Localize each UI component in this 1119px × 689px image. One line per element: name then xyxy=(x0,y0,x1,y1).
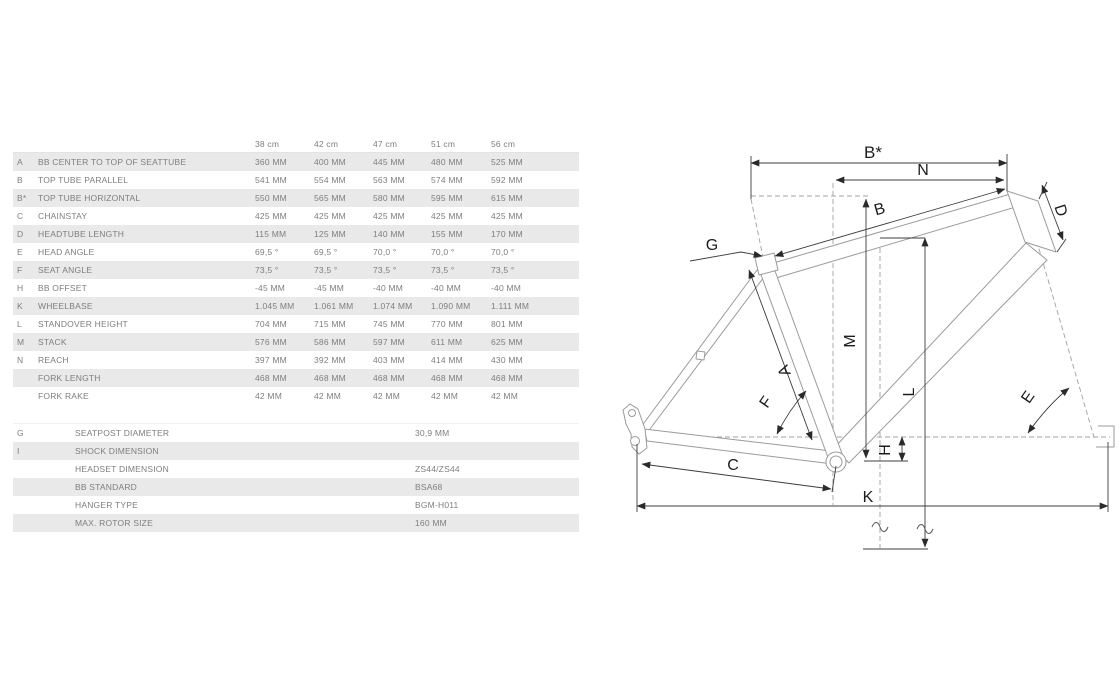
row-value-cell: 140 MM xyxy=(373,229,405,239)
row-value-cell: 1.111 MM xyxy=(491,301,530,311)
table-row xyxy=(13,153,579,172)
size-header: 51 cm xyxy=(431,137,491,153)
row-label-cell: SEAT ANGLE xyxy=(38,265,93,275)
row-key-cell: K xyxy=(17,301,23,311)
row-value-cell: 615 MM xyxy=(491,193,523,203)
row-value-cell: 160 MM xyxy=(415,518,447,528)
row-label-cell: HANGER TYPE xyxy=(75,500,138,510)
row-value-cell: 42 MM xyxy=(373,391,400,401)
row-value-cell: 42 MM xyxy=(255,391,282,401)
row-value-cell: 155 MM xyxy=(431,229,463,239)
table-row xyxy=(13,171,579,189)
row-label-cell: STACK xyxy=(38,337,67,347)
label-reach: N xyxy=(917,162,929,179)
row-value-cell: 73,5 ° xyxy=(431,265,455,275)
row-value-cell: -40 MM xyxy=(491,283,522,293)
row-value-cell: 397 MM xyxy=(255,355,287,365)
label-head-angle: E xyxy=(1018,388,1039,407)
row-value-cell: 586 MM xyxy=(314,337,346,347)
row-label-cell: BB CENTER TO TOP OF SEATTUBE xyxy=(38,157,187,167)
row-label-cell: MAX. ROTOR SIZE xyxy=(75,518,153,528)
table-row xyxy=(13,315,579,333)
bike-geometry-diagram xyxy=(600,128,1119,560)
label-standover-height: L xyxy=(901,387,918,397)
row-label-cell: WHEELBASE xyxy=(38,301,93,311)
row-value-cell: 1.074 MM xyxy=(373,301,413,311)
row-label-cell: REACH xyxy=(38,355,69,365)
label-top-tube-horizontal: B* xyxy=(864,143,882,162)
table-row xyxy=(13,424,579,443)
row-value-cell: 611 MM xyxy=(431,337,463,347)
row-label-cell: SEATPOST DIAMETER xyxy=(75,428,170,438)
row-value-cell: BGM-H011 xyxy=(415,500,459,510)
row-key-cell: G xyxy=(17,428,24,438)
size-header-spacer xyxy=(13,137,255,153)
row-value-cell: 430 MM xyxy=(491,355,523,365)
row-value-cell: 554 MM xyxy=(314,175,346,185)
row-key-cell: F xyxy=(17,265,23,275)
table-row xyxy=(13,333,579,351)
table-row xyxy=(13,279,579,297)
row-value-cell: 580 MM xyxy=(373,193,405,203)
row-value-cell: 70,0 ° xyxy=(431,247,455,257)
row-label-cell: TOP TUBE PARALLEL xyxy=(38,175,129,185)
table-row xyxy=(13,261,579,279)
size-header: 38 cm xyxy=(255,137,314,153)
row-label-cell: BB STANDARD xyxy=(75,482,138,492)
row-value-cell: 42 MM xyxy=(314,391,341,401)
row-value-cell: 745 MM xyxy=(373,319,405,329)
row-key-cell: A xyxy=(17,157,23,167)
row-value-cell: 525 MM xyxy=(491,157,523,167)
row-value-cell: 360 MM xyxy=(255,157,287,167)
row-label-cell: FORK LENGTH xyxy=(38,373,101,383)
row-value-cell: 425 MM xyxy=(314,211,346,221)
row-value-cell: 73,5 ° xyxy=(373,265,397,275)
row-value-cell: -40 MM xyxy=(431,283,462,293)
row-value-cell: -40 MM xyxy=(373,283,404,293)
table-row xyxy=(13,514,579,532)
table-row xyxy=(13,478,579,496)
size-header: 42 cm xyxy=(314,137,373,153)
row-value-cell: 563 MM xyxy=(373,175,405,185)
row-value-cell: 73,5 ° xyxy=(491,265,515,275)
label-wheelbase: K xyxy=(862,489,874,506)
row-value-cell: 468 MM xyxy=(491,373,523,383)
row-value-cell: 70,0 ° xyxy=(373,247,397,257)
row-key-cell xyxy=(13,478,75,496)
row-value-cell: 425 MM xyxy=(431,211,463,221)
spec-table-section xyxy=(13,423,579,532)
row-value-cell: 468 MM xyxy=(314,373,346,383)
spec-table xyxy=(13,423,579,532)
row-value-cell: 403 MM xyxy=(373,355,405,365)
row-value-cell: 445 MM xyxy=(373,157,405,167)
row-key-cell: H xyxy=(17,283,24,293)
row-value-cell: 392 MM xyxy=(314,355,346,365)
table-row xyxy=(13,496,579,514)
table-row xyxy=(13,207,579,225)
row-value-cell: ZS44/ZS44 xyxy=(415,464,460,474)
row-label-cell: HEADSET DIMENSION xyxy=(75,464,169,474)
row-key-cell: N xyxy=(17,355,24,365)
row-key-cell: B xyxy=(17,175,23,185)
row-value-cell: 1.090 MM xyxy=(431,301,471,311)
row-value-cell: 550 MM xyxy=(255,193,287,203)
row-value-cell: 170 MM xyxy=(491,229,523,239)
table-row xyxy=(13,460,579,478)
row-value-cell: 801 MM xyxy=(491,319,523,329)
frame-outline xyxy=(623,191,1114,472)
row-label-cell: HEADTUBE LENGTH xyxy=(38,229,125,239)
row-value-cell: 73,5 ° xyxy=(255,265,279,275)
row-label-cell: HEAD ANGLE xyxy=(38,247,95,257)
spec-table-body xyxy=(13,424,579,533)
row-value-cell: 73,5 ° xyxy=(314,265,338,275)
geometry-table xyxy=(13,137,579,405)
table-row xyxy=(13,442,579,460)
label-top-tube-parallel: B xyxy=(872,200,888,220)
row-value-cell: 468 MM xyxy=(373,373,405,383)
table-row xyxy=(13,243,579,261)
row-value-cell: 425 MM xyxy=(373,211,405,221)
row-value-cell: 400 MM xyxy=(314,157,346,167)
table-row xyxy=(13,351,579,369)
row-value-cell xyxy=(415,442,579,460)
row-key-cell: D xyxy=(17,229,24,239)
row-label-cell: STANDOVER HEIGHT xyxy=(38,319,128,329)
row-value-cell: 70,0 ° xyxy=(491,247,515,257)
table-row xyxy=(13,189,579,207)
table-row xyxy=(13,297,579,315)
row-value-cell: 42 MM xyxy=(491,391,518,401)
row-key-cell: B* xyxy=(17,193,27,203)
size-header: 56 cm xyxy=(491,137,579,153)
row-label-cell: BB OFFSET xyxy=(38,283,88,293)
label-seattube-length: A xyxy=(774,362,795,379)
row-key-cell xyxy=(13,369,38,387)
row-value-cell: 480 MM xyxy=(431,157,463,167)
row-label-cell: SHOCK DIMENSION xyxy=(75,446,159,456)
row-value-cell: 69,5 ° xyxy=(314,247,338,257)
label-bb-offset: H xyxy=(877,444,894,456)
row-value-cell: 592 MM xyxy=(491,175,523,185)
row-key-cell xyxy=(13,496,75,514)
row-label-cell: FORK RAKE xyxy=(38,391,89,401)
row-value-cell: 425 MM xyxy=(491,211,523,221)
row-value-cell: 574 MM xyxy=(431,175,463,185)
row-value-cell: 595 MM xyxy=(431,193,463,203)
geometry-table-body xyxy=(13,153,579,406)
row-value-cell: BSA68 xyxy=(415,482,443,492)
row-value-cell: 1.061 MM xyxy=(314,301,354,311)
row-value-cell: 770 MM xyxy=(431,319,463,329)
label-chainstay: C xyxy=(727,457,739,474)
row-value-cell: 42 MM xyxy=(431,391,458,401)
row-value-cell: 576 MM xyxy=(255,337,287,347)
row-value-cell: -45 MM xyxy=(314,283,345,293)
row-key-cell xyxy=(13,387,38,405)
geometry-table-header-row xyxy=(13,137,579,153)
row-value-cell: 715 MM xyxy=(314,319,346,329)
row-key-cell: E xyxy=(17,247,23,257)
row-value-cell: -45 MM xyxy=(255,283,286,293)
row-value-cell: 541 MM xyxy=(255,175,287,185)
row-key-cell xyxy=(13,460,75,478)
row-label-cell: CHAINSTAY xyxy=(38,211,88,221)
table-row xyxy=(13,225,579,243)
row-value-cell: 468 MM xyxy=(431,373,463,383)
row-value-cell: 597 MM xyxy=(373,337,405,347)
row-value-cell: 115 MM xyxy=(255,229,287,239)
row-value-cell: 625 MM xyxy=(491,337,523,347)
table-row xyxy=(13,387,579,405)
row-value-cell: 1.045 MM xyxy=(255,301,295,311)
row-value-cell: 468 MM xyxy=(255,373,287,383)
row-key-cell: I xyxy=(17,446,20,456)
row-value-cell: 414 MM xyxy=(431,355,463,365)
table-row xyxy=(13,369,579,387)
row-value-cell: 565 MM xyxy=(314,193,346,203)
label-headtube-length: D xyxy=(1050,202,1071,219)
row-key-cell: C xyxy=(17,211,24,221)
row-key-cell: L xyxy=(17,319,22,329)
label-seat-angle: F xyxy=(756,393,777,412)
label-stack: M xyxy=(842,334,859,348)
label-seatpost-diameter: G xyxy=(705,237,719,254)
row-value-cell: 425 MM xyxy=(255,211,287,221)
geometry-table-section xyxy=(13,137,579,405)
row-value-cell: 30,9 MM xyxy=(415,428,450,438)
row-value-cell: 69,5 ° xyxy=(255,247,279,257)
row-value-cell: 125 MM xyxy=(314,229,346,239)
row-value-cell: 704 MM xyxy=(255,319,287,329)
row-label-cell: TOP TUBE HORIZONTAL xyxy=(38,193,141,203)
row-key-cell xyxy=(13,514,75,532)
size-header: 47 cm xyxy=(373,137,431,153)
row-key-cell: M xyxy=(17,337,25,347)
